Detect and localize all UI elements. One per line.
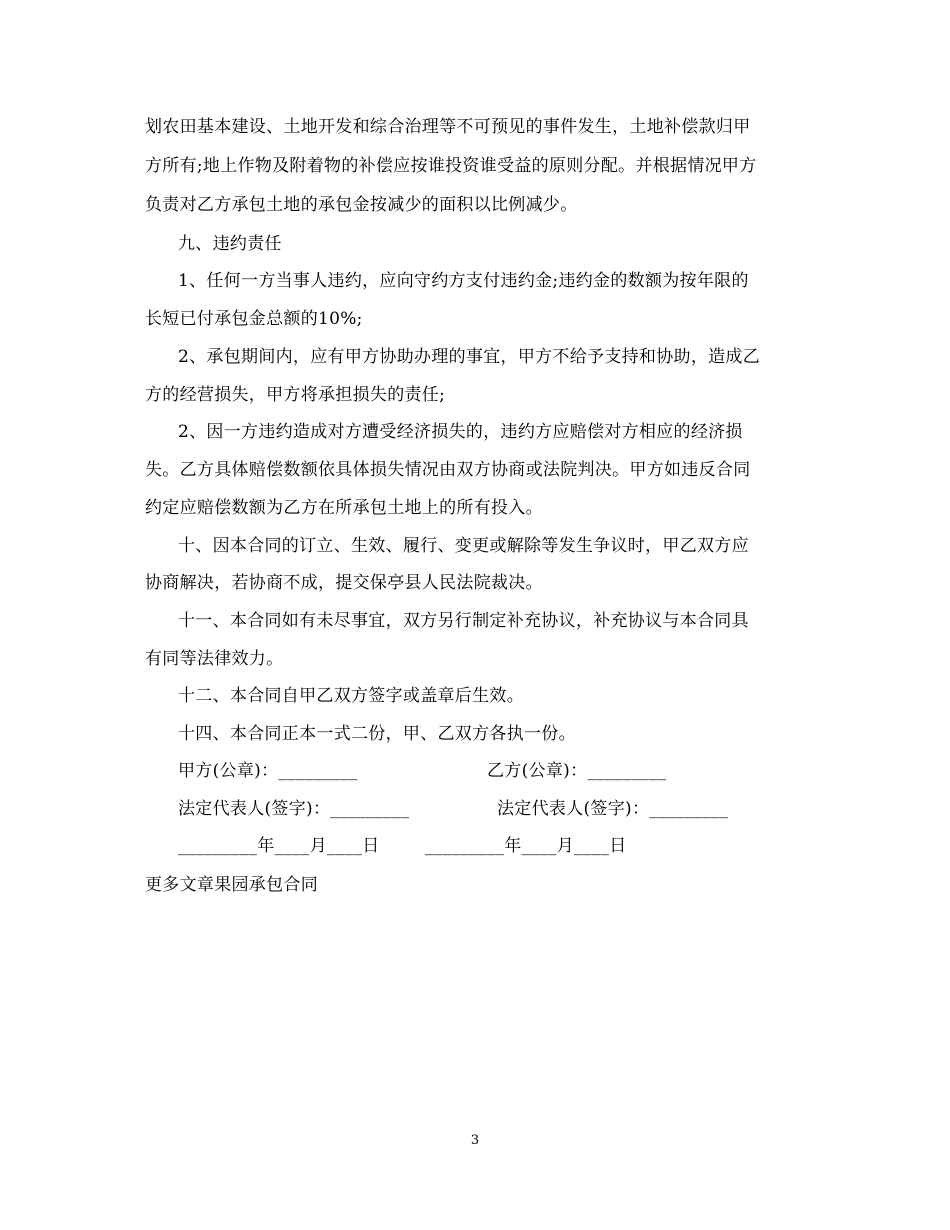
body-line: 协商解决，若协商不成，提交保亭县人民法院裁决。 [145,573,543,593]
body-line: 十四、本合同正本一式二份，甲、乙双方各执一份。 [178,724,576,744]
party-a-representative: 法定代表人(签字)：_________ [178,799,410,819]
body-line: 划农田基本建设、土地开发和综合治理等不可预见的事件发生，土地补偿款归甲 [145,117,751,137]
body-line: 约定应赔偿数额为乙方在所承包土地上的所有投入。 [145,498,543,518]
body-line: 十、因本合同的订立、生效、履行、变更或解除等发生争议时，甲乙双方应 [178,536,749,556]
body-line: 方所有;地上作物及附着物的补偿应按谁投资谁受益的原则分配。并根据情况甲方 [145,156,757,176]
party-a-seal: 甲方(公章)：_________ [178,761,358,781]
body-line: 长短已付承包金总额的10%; [145,309,363,329]
body-line: 2、因一方违约造成对方遭受经济损失的，违约方应赔偿对方相应的经济损 [178,422,743,442]
body-line: 十二、本合同自甲乙双方签字或盖章后生效。 [178,686,524,706]
party-b-seal: 乙方(公章)：_________ [487,761,667,781]
party-b-date: _________年____月____日 [425,836,627,856]
party-b-representative: 法定代表人(签字)：_________ [497,799,729,819]
body-line: 负责对乙方承包土地的承包金按减少的面积以比例减少。 [145,195,578,215]
body-line: 失。乙方具体赔偿数额依具体损失情况由双方协商或法院判决。甲方如违反合同 [145,460,751,480]
footer-link[interactable]: 更多文章果园承包合同 [145,875,318,895]
body-line: 有同等法律效力。 [145,649,284,669]
body-line: 2、承包期间内，应有甲方协助办理的事宜，甲方不给予支持和协助，造成乙 [178,347,761,367]
section-heading: 九、违约责任 [178,234,282,254]
body-line: 方的经营损失，甲方将承担损失的责任; [145,385,446,405]
party-a-date: _________年____月____日 [178,836,380,856]
page-number: 3 [470,1133,480,1148]
body-line: 十一、本合同如有未尽事宜，双方另行制定补充协议，补充协议与本合同具 [178,611,749,631]
body-line: 1、任何一方当事人违约，应向守约方支付违约金;违约金的数额为按年限的 [178,271,749,291]
